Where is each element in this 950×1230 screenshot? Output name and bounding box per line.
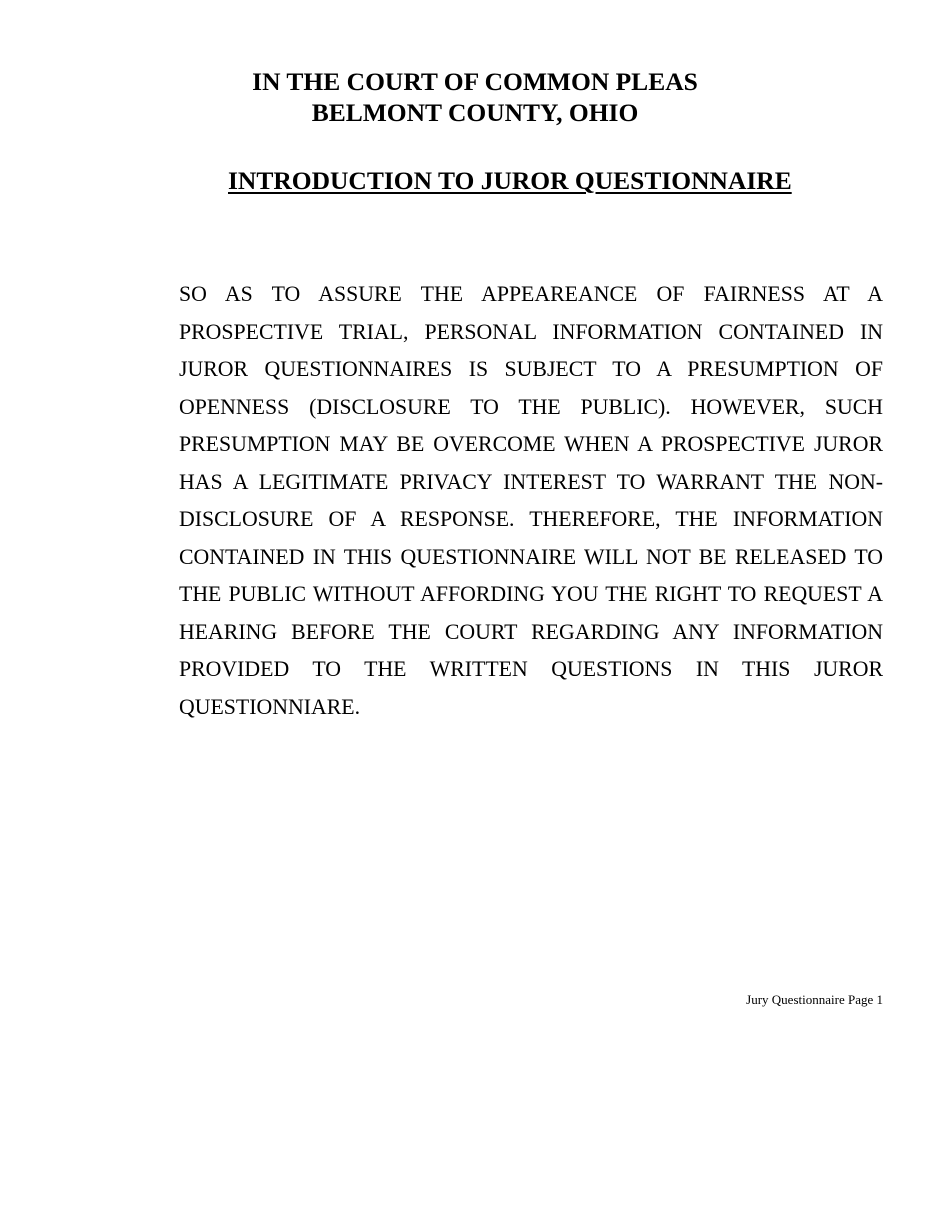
document-title: INTRODUCTION TO JUROR QUESTIONNAIRE: [228, 166, 792, 195]
court-name: IN THE COURT OF COMMON PLEAS: [252, 67, 698, 96]
introduction-paragraph: SO AS TO ASSURE THE APPEAREANCE OF FAIRNESS AT A PROSPECTIVE TRIAL, PERSONAL INFORMATION CONTAINED IN JUROR QUESTIONNAIRES IS SUBJECT TO A PRESUMPTION OF OPENNESS (DISCLOSURE TO THE PUBLIC). HOWEVER, SUCH PRESUMPTION MAY BE OVERCOME WHEN A PROSPECTIVE JUROR HAS A LEGITIMATE PRIVACY INTEREST TO WARRANT THE NON-DISCLOSURE OF A RESPONSE. THEREFORE, THE INFORMATION CONTAINED IN THIS QUESTIONNAIRE WILL NOT BE RELEASED TO THE PUBLIC WITHOUT AFFORDING YOU THE RIGHT TO REQUEST A HEARING BEFORE THE COURT REGARDING ANY INFORMATION PROVIDED TO THE WRITTEN QUESTIONS IN THIS JUROR QUESTIONNIARE.: [179, 282, 883, 719]
county-name: BELMONT COUNTY, OHIO: [311, 98, 639, 127]
court-header: [0, 66, 950, 128]
page-footer: Jury Questionnaire Page 1: [746, 992, 883, 1007]
